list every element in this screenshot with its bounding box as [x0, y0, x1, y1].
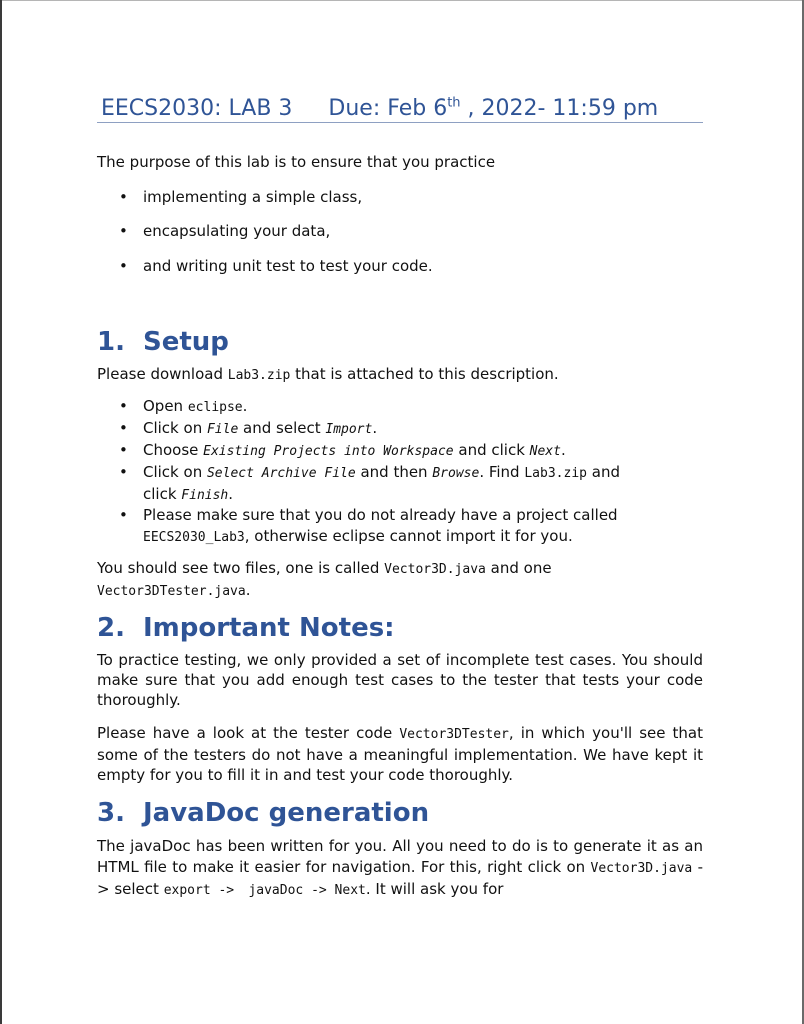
bullet-icon: •	[119, 463, 128, 481]
notes-paragraph-2: Please have a look at the tester code Vector3DTester, in which you'll see that some of the testers do not have a meaningful implementation. We have kept it empty for you to fill it in and test your code thoroughly.	[97, 724, 704, 784]
javadoc-heading: 3. JavaDoc generation	[97, 798, 430, 828]
important-notes-heading: 2. Important Notes:	[97, 613, 395, 643]
page-title	[101, 95, 703, 123]
intro-bullet-1: • implementing a simple class,	[119, 188, 363, 206]
files-description: You should see two files, one is called Vector3D.java and one Vector3DTester.java.	[97, 559, 552, 599]
bullet-icon: •	[119, 222, 128, 240]
intro-bullet-2: • encapsulating your data,	[119, 222, 331, 240]
bullet-icon: •	[119, 257, 128, 275]
javadoc-paragraph: The javaDoc has been written for you. All you need to do is to generate it as an HTML file to make it easier for navigation. For this, right click on Vector3D.java -> select export -> javaDoc -> Next. It will ask you for	[97, 837, 703, 898]
intro-bullet-3: • and writing unit test to test your code.	[119, 257, 433, 275]
bullet-icon: •	[119, 397, 128, 415]
window-top-edge	[0, 0, 804, 1]
due-date: Due: Feb 6th , 2022- 11:59 pm	[328, 95, 659, 121]
window-left-edge	[0, 0, 2, 1024]
notes-paragraph-1: To practice testing, we only provided a set of incomplete test cases. You should make sure that you add enough test cases to the tester that tests your code thoroughly.	[97, 651, 703, 709]
setup-step-5: • Please make sure that you do not already have a project called EECS2030_Lab3, otherwise eclipse cannot import it for you.	[119, 506, 618, 545]
lab-title: EECS2030: LAB 3	[101, 96, 293, 121]
bullet-icon: •	[119, 188, 128, 206]
intro-text: The purpose of this lab is to ensure that you practice	[97, 153, 496, 171]
title-underline	[97, 122, 703, 123]
setup-heading: 1. Setup	[97, 327, 229, 357]
bullet-icon: •	[119, 441, 128, 459]
bullet-icon: •	[119, 506, 128, 524]
setup-step-1: • Open eclipse.	[119, 397, 248, 415]
setup-step-4: • Click on Select Archive File and then Browse. Find Lab3.zip and click Finish.	[119, 463, 620, 503]
download-instruction: Please download Lab3.zip that is attached to this description.	[97, 365, 559, 383]
setup-step-3: • Choose Existing Projects into Workspace and click Next.	[119, 441, 566, 459]
bullet-icon: •	[119, 419, 128, 437]
setup-step-2: • Click on File and select Import.	[119, 419, 378, 437]
